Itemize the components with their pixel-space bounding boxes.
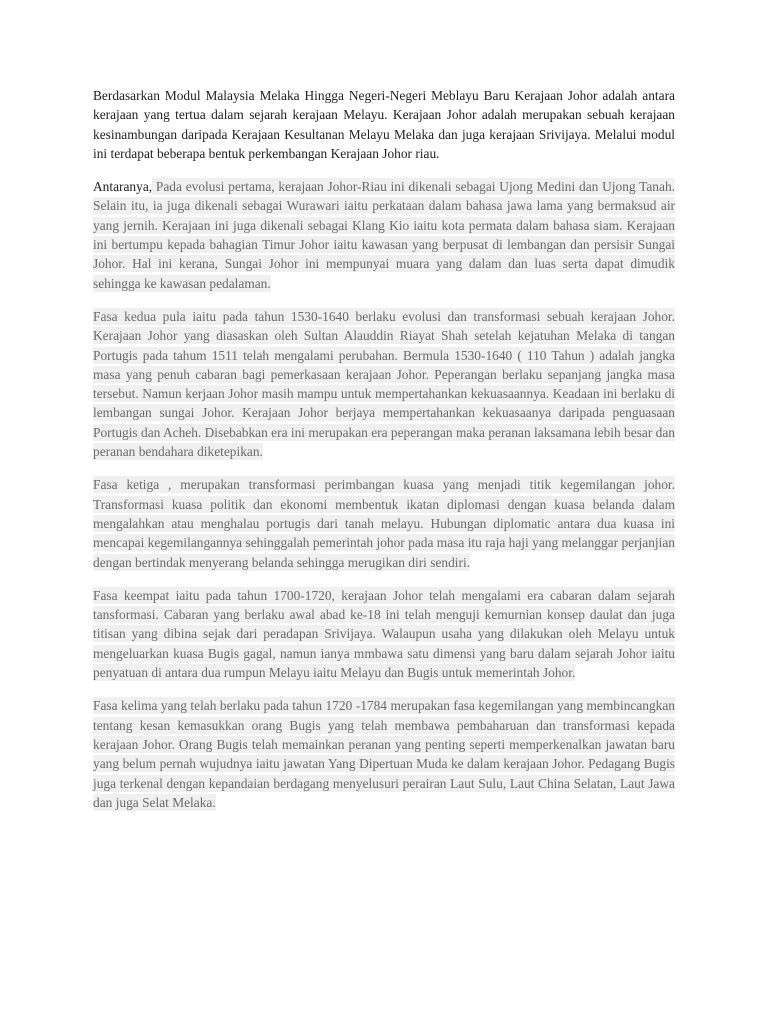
paragraph-lead-word: Antaranya,: [93, 179, 153, 195]
highlighted-text: Fasa keempat iaitu pada tahun 1700-1720, kerajaan Johor telah mengalami era cabaran dalam sejarah tansformasi. Cabaran yang berlaku awal abad ke-18 ini telah menguji kemurnian konsep daulat dan juga titisan yang dibina sejak dari peradapan Srivijaya. Walaupun usaha yang dilakukan oleh Melayu untuk mengeluarkan kuasa Bugis gagal, namun ianya mmbawa satu dimensi yang baru dalam sejarah Johor iaitu penyatuan di antara dua rumpun Melayu iaitu Melayu dan Bugis untuk memerintah Johor.: [93, 587, 675, 681]
paragraph-phase-5: [93, 696, 675, 812]
highlighted-text: Fasa ketiga , merupakan transformasi perimbangan kuasa yang menjadi titik kegemilangan johor. Transformasi kuasa politik dan ekonomi membentuk ikatan diplomasi dengan kuasa belanda dalam mengalahkan atau menghalau portugis dari tanah melayu. Hubungan diplomatic antara dua kuasa ini mencapai kegemilangannya sehinggalah pemerintah johor pada masa itu raja haji yang melanggar perjanjian dengan bertindak menyerang belanda sehingga merugikan diri sendiri.: [93, 477, 675, 570]
paragraph-phase-2: [93, 307, 675, 461]
document-page: [93, 86, 675, 826]
paragraph-phase-3: [93, 475, 675, 571]
intro-paragraph: Berdasarkan Modul Malaysia Melaka Hingga Negeri-Negeri Meblayu Baru Kerajaan Johor adalah antara kerajaan yang tertua dalam sejarah kerajaan Melayu. Kerajaan Johor adalah merupakan sebuah kerajaan kesinambungan daripada Kerajaan Kesultanan Melayu Melaka dan juga kerajaan Srivijaya. Melalui modul ini terdapat beberapa bentuk perkembangan Kerajaan Johor riau.: [93, 88, 675, 161]
paragraph-phase-1: [93, 177, 675, 293]
highlighted-text: Pada evolusi pertama, kerajaan Johor-Riau ini dikenali sebagai Ujong Medini dan Ujong Tanah. Selain itu, ia juga dikenali sebagai Wurawari iaitu perkataan dalam bahasa jawa lama yang bermaksud air yang jernih. Kerajaan ini juga dikenali sebagai Klang Kio iaitu kota permata dalam bahasa siam. Kerajaan ini bertumpu kepada bahagian Timur Johor iaitu kawasan yang berpusat di lembangan dan persisir Sungai Johor. Hal ini kerana, Sungai Johor ini mempunyai muara yang dalam dan luas serta dapat dimudik sehingga ke kawasan pedalaman.: [93, 179, 675, 291]
paragraph-phase-4: [93, 586, 675, 682]
highlighted-text: Fasa kedua pula iaitu pada tahun 1530-1640 berlaku evolusi dan transformasi sebuah kerajaan Johor. Kerajaan Johor yang diasaskan oleh Sultan Alauddin Riayat Shah setelah kejatuhan Melaka di tangan Portugis pada tahum 1511 telah mengalami perubahan. Bermula 1530-1640 ( 110 Tahun ) adalah jangka masa yang penuh cabaran bagi pemerkasaan kerajaan Johor. Peperangan berlaku sepanjang jangka masa tersebut. Namun kerjaan Johor masih mampu untuk mempertahankan kekuasaannya. Keadaan ini berlaku di lembangan sungai Johor. Kerajaan Johor berjaya mempertahankan kekuasaanya daripada penguasaan Portugis dan Acheh. Disebabkan era ini merupakan era peperangan maka peranan laksamana lebih besar dan peranan bendahara diketepikan.: [93, 308, 675, 460]
highlighted-text: Fasa kelima yang telah berlaku pada tahun 1720 -1784 merupakan fasa kegemilangan yang membincangkan tentang kesan kemasukkan orang Bugis yang telah membawa pembaharuan dan transformasi kepada kerajaan Johor. Orang Bugis telah memainkan peranan yang penting seperti memperkenalkan jawatan baru yang belum pernah wujudnya iaitu jawatan Yang Dipertuan Muda ke dalam kerajaan Johor. Pedagang Bugis juga terkenal dengan kepandaian berdagang menyelusuri perairan Laut Sulu, Laut China Selatan, Laut Jawa dan juga Selat Melaka.: [93, 698, 675, 810]
